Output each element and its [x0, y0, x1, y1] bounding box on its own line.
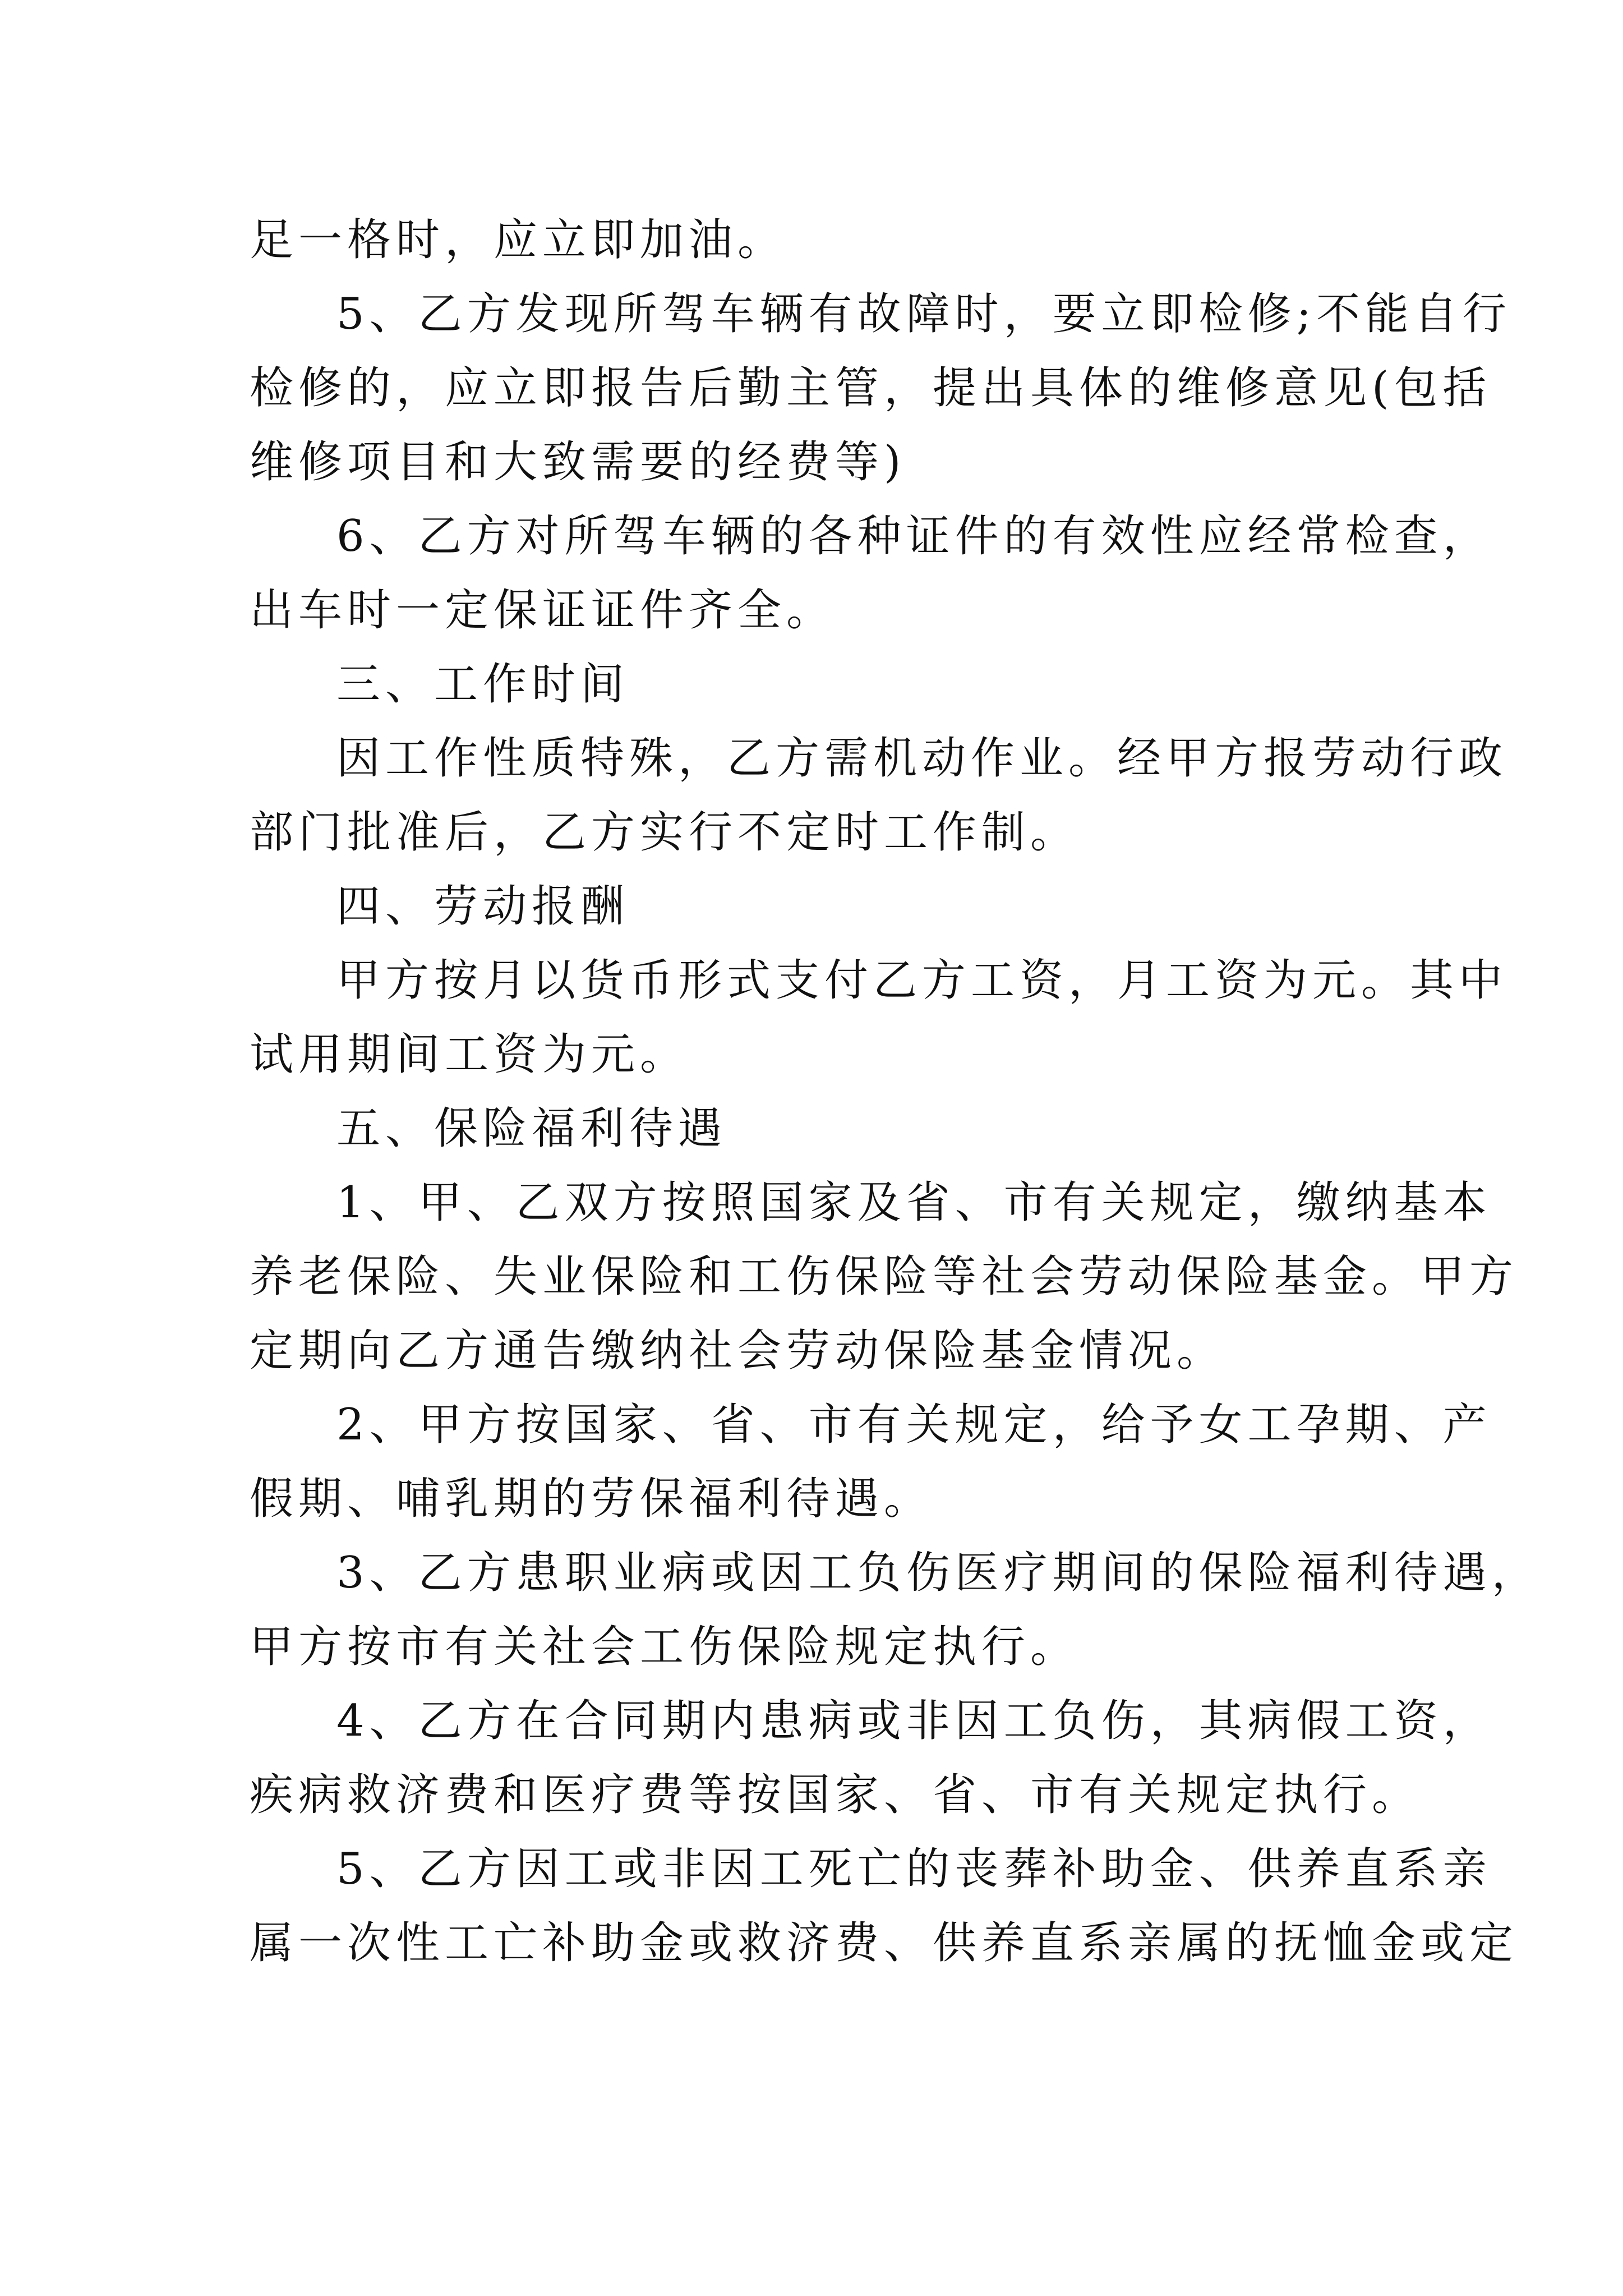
text-line: 甲方按市有关社会工伤保险规定执行。 — [250, 1622, 1080, 1672]
text-line: 足一格时，应立即加油。 — [250, 215, 787, 265]
text-line: 因工作性质特殊，乙方需机动作业。经甲方报劳动行政 — [336, 733, 1508, 784]
text-line: 检修的，应立即报告后勤主管，提出具体的维修意见(包括 — [250, 363, 1492, 413]
text-line: 3、乙方患职业病或因工负伤医疗期间的保险福利待遇， — [336, 1548, 1541, 1598]
text-line: 养老保险、失业保险和工伤保险等社会劳动保险基金。甲方 — [250, 1251, 1519, 1302]
text-line: 5、乙方因工或非因工死亡的丧葬补助金、供养直系亲 — [336, 1844, 1492, 1894]
text-line: 6、乙方对所驾车辆的各种证件的有效性应经常检查， — [336, 511, 1492, 562]
text-line: 定期向乙方通告缴纳社会劳动保险基金情况。 — [250, 1326, 1226, 1376]
text-line: 1、甲、乙双方按照国家及省、市有关规定，缴纳基本 — [336, 1177, 1492, 1228]
text-line: 维修项目和大致需要的经费等) — [250, 437, 906, 487]
text-line: 出车时一定保证证件齐全。 — [250, 585, 836, 636]
text-line: 部门批准后，乙方实行不定时工作制。 — [250, 807, 1080, 858]
text-line: 5、乙方发现所驾车辆有故障时，要立即检修;不能自行 — [336, 289, 1511, 339]
text-line: 甲方按月以货币形式支付乙方工资，月工资为元。其中 — [336, 955, 1508, 1006]
text-line: 假期、哺乳期的劳保福利待遇。 — [250, 1474, 933, 1524]
section-heading: 三、工作时间 — [336, 659, 630, 710]
text-line: 2、甲方按国家、省、市有关规定，给予女工孕期、产 — [336, 1400, 1492, 1450]
text-line: 试用期间工资为元。 — [250, 1029, 689, 1080]
text-line: 疾病救济费和医疗费等按国家、省、市有关规定执行。 — [250, 1770, 1421, 1820]
section-heading: 四、劳动报酬 — [336, 881, 630, 932]
section-heading: 五、保险福利待遇 — [336, 1103, 727, 1154]
text-line: 属一次性工亡补助金或救济费、供养直系亲属的抚恤金或定 — [250, 1918, 1519, 1968]
text-line: 4、乙方在合同期内患病或非因工负伤，其病假工资， — [336, 1696, 1492, 1746]
